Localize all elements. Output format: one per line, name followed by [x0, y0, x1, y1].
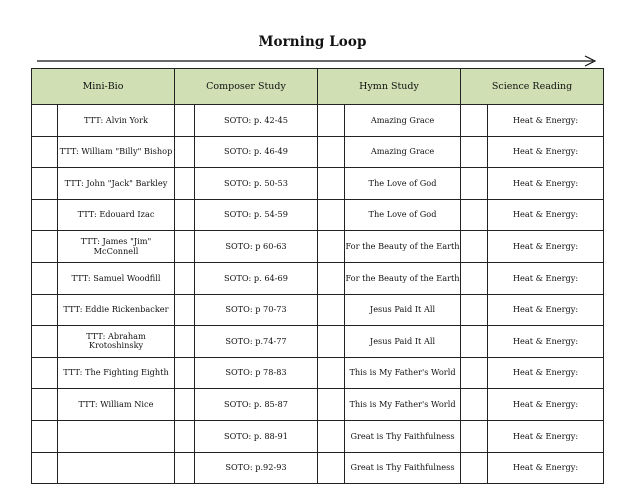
hymn-checkbox-cell[interactable]	[318, 294, 345, 326]
hymn-cell: Jesus Paid It All	[345, 294, 461, 326]
science-cell: Heat & Energy:	[488, 389, 604, 421]
science-cell: Heat & Energy:	[488, 294, 604, 326]
bio-checkbox-cell[interactable]	[32, 168, 58, 200]
hymn-checkbox-cell[interactable]	[318, 231, 345, 263]
science-checkbox-cell[interactable]	[461, 262, 488, 294]
bio-cell	[58, 452, 175, 484]
bio-cell: TTT: Alvin York	[58, 105, 175, 137]
science-cell: Heat & Energy:	[488, 452, 604, 484]
table-row	[32, 389, 604, 421]
composer-cell: SOTO: p. 54-59	[195, 199, 318, 231]
composer-cell: SOTO: p. 88-91	[195, 420, 318, 452]
bio-cell: TTT: Edouard Izac	[58, 199, 175, 231]
science-cell: Heat & Energy:	[488, 199, 604, 231]
bio-checkbox-cell[interactable]	[32, 420, 58, 452]
composer-cell: SOTO: p. 42-45	[195, 105, 318, 137]
bio-checkbox-cell[interactable]	[32, 262, 58, 294]
science-checkbox-cell[interactable]	[461, 105, 488, 137]
hymn-cell: The Love of God	[345, 199, 461, 231]
composer-checkbox-cell[interactable]	[175, 105, 195, 137]
composer-cell: SOTO: p. 64-69	[195, 262, 318, 294]
science-checkbox-cell[interactable]	[461, 168, 488, 200]
science-checkbox-cell[interactable]	[461, 357, 488, 389]
bio-checkbox-cell[interactable]	[32, 136, 58, 168]
bio-cell: TTT: Samuel Woodfill	[58, 262, 175, 294]
science-cell: Heat & Energy:	[488, 105, 604, 137]
hymn-cell: This is My Father's World	[345, 357, 461, 389]
page-title: Morning Loop	[258, 34, 367, 50]
science-checkbox-cell[interactable]	[461, 294, 488, 326]
composer-cell: SOTO: p 60-63	[195, 231, 318, 263]
composer-checkbox-cell[interactable]	[175, 357, 195, 389]
bio-checkbox-cell[interactable]	[32, 294, 58, 326]
table-row	[32, 262, 604, 294]
science-cell: Heat & Energy:	[488, 136, 604, 168]
hymn-cell: This is My Father's World	[345, 389, 461, 421]
science-checkbox-cell[interactable]	[461, 389, 488, 421]
bio-cell: TTT: William Nice	[58, 389, 175, 421]
hymn-cell: The Love of God	[345, 168, 461, 200]
hymn-checkbox-cell[interactable]	[318, 105, 345, 137]
science-checkbox-cell[interactable]	[461, 199, 488, 231]
composer-checkbox-cell[interactable]	[175, 420, 195, 452]
composer-checkbox-cell[interactable]	[175, 262, 195, 294]
hymn-cell: Amazing Grace	[345, 105, 461, 137]
composer-checkbox-cell[interactable]	[175, 199, 195, 231]
hymn-cell: Amazing Grace	[345, 136, 461, 168]
table-row	[32, 326, 604, 358]
hymn-cell: Great is Thy Faithfulness	[345, 420, 461, 452]
bio-cell: TTT: Eddie Rickenbacker	[58, 294, 175, 326]
composer-cell: SOTO: p. 50-53	[195, 168, 318, 200]
arrow-right-icon	[37, 55, 597, 67]
composer-checkbox-cell[interactable]	[175, 136, 195, 168]
hymn-checkbox-cell[interactable]	[318, 452, 345, 484]
bio-checkbox-cell[interactable]	[32, 199, 58, 231]
bio-cell: TTT: John "Jack" Barkley	[58, 168, 175, 200]
bio-cell: TTT: The Fighting Eighth	[58, 357, 175, 389]
composer-cell: SOTO: p 78-83	[195, 357, 318, 389]
science-cell: Heat & Energy:	[488, 262, 604, 294]
composer-cell: SOTO: p. 46-49	[195, 136, 318, 168]
hymn-cell: For the Beauty of the Earth	[345, 231, 461, 263]
hymn-checkbox-cell[interactable]	[318, 389, 345, 421]
science-checkbox-cell[interactable]	[461, 326, 488, 358]
header-row	[32, 69, 604, 105]
composer-checkbox-cell[interactable]	[175, 326, 195, 358]
hymn-checkbox-cell[interactable]	[318, 262, 345, 294]
composer-checkbox-cell[interactable]	[175, 389, 195, 421]
header-hymn-study: Hymn Study	[318, 69, 461, 105]
table-row	[32, 136, 604, 168]
composer-cell: SOTO: p.74-77	[195, 326, 318, 358]
hymn-checkbox-cell[interactable]	[318, 357, 345, 389]
composer-checkbox-cell[interactable]	[175, 452, 195, 484]
table-row	[32, 294, 604, 326]
hymn-cell: Jesus Paid It All	[345, 326, 461, 358]
header-science-reading: Science Reading	[461, 69, 604, 105]
composer-checkbox-cell[interactable]	[175, 231, 195, 263]
hymn-checkbox-cell[interactable]	[318, 168, 345, 200]
composer-checkbox-cell[interactable]	[175, 168, 195, 200]
bio-checkbox-cell[interactable]	[32, 357, 58, 389]
table-row	[32, 357, 604, 389]
science-cell: Heat & Energy:	[488, 326, 604, 358]
bio-checkbox-cell[interactable]	[32, 389, 58, 421]
composer-checkbox-cell[interactable]	[175, 294, 195, 326]
bio-checkbox-cell[interactable]	[32, 105, 58, 137]
science-checkbox-cell[interactable]	[461, 231, 488, 263]
bio-checkbox-cell[interactable]	[32, 231, 58, 263]
science-checkbox-cell[interactable]	[461, 136, 488, 168]
hymn-cell: For the Beauty of the Earth	[345, 262, 461, 294]
science-cell: Heat & Energy:	[488, 420, 604, 452]
hymn-cell: Great is Thy Faithfulness	[345, 452, 461, 484]
composer-cell: SOTO: p. 85-87	[195, 389, 318, 421]
schedule-table	[31, 68, 604, 484]
bio-cell: TTT: James "Jim" McConnell	[58, 231, 175, 263]
science-cell: Heat & Energy:	[488, 168, 604, 200]
bio-cell: TTT: William "Billy" Bishop	[58, 136, 175, 168]
science-cell: Heat & Energy:	[488, 357, 604, 389]
table-row	[32, 452, 604, 484]
science-checkbox-cell[interactable]	[461, 420, 488, 452]
bio-checkbox-cell[interactable]	[32, 452, 58, 484]
science-cell: Heat & Energy:	[488, 231, 604, 263]
composer-cell: SOTO: p 70-73	[195, 294, 318, 326]
hymn-checkbox-cell[interactable]	[318, 420, 345, 452]
hymn-checkbox-cell[interactable]	[318, 326, 345, 358]
hymn-checkbox-cell[interactable]	[318, 199, 345, 231]
bio-cell: TTT: Abraham Krotoshinsky	[58, 326, 175, 358]
table-row	[32, 420, 604, 452]
header-composer-study: Composer Study	[175, 69, 318, 105]
table-row	[32, 168, 604, 200]
table-row	[32, 231, 604, 263]
header-mini-bio: Mini-Bio	[32, 69, 175, 105]
bio-cell	[58, 420, 175, 452]
bio-checkbox-cell[interactable]	[32, 326, 58, 358]
composer-cell: SOTO: p.92-93	[195, 452, 318, 484]
table-row	[32, 199, 604, 231]
table-row	[32, 105, 604, 137]
hymn-checkbox-cell[interactable]	[318, 136, 345, 168]
science-checkbox-cell[interactable]	[461, 452, 488, 484]
